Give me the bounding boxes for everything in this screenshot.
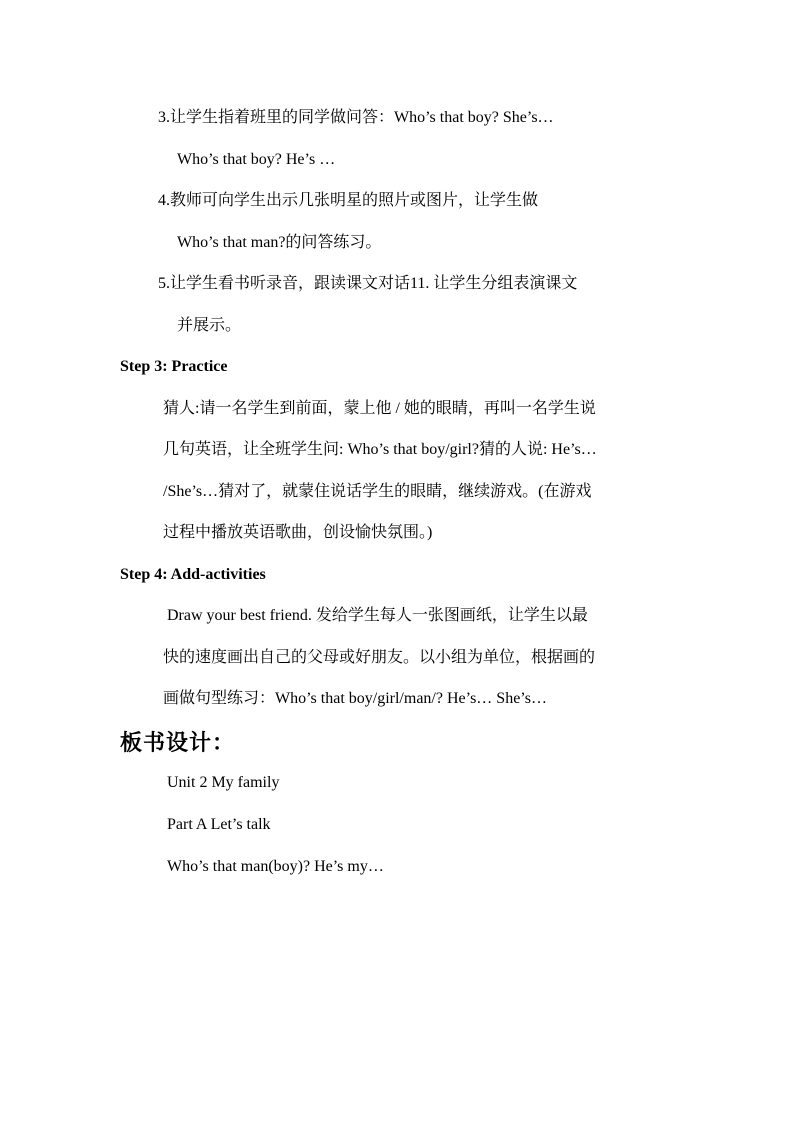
step4-line-2: 快的速度画出自己的父母或好朋友。以小组为单位，根据画的 bbox=[163, 649, 596, 666]
step2-item-4-line2: Who’s that man?的问答练习。 bbox=[177, 234, 382, 251]
board-design-heading: 板书设计： bbox=[120, 730, 236, 755]
step4-line-1: Draw your best friend. 发给学生每人一张图画纸，让学生以最 bbox=[167, 607, 588, 624]
step3-heading: Step 3: Practice bbox=[120, 358, 228, 375]
step3-line-4: 过程中播放英语歌曲，创设愉快氛围。) bbox=[163, 524, 433, 541]
step2-item-5-line2: 并展示。 bbox=[177, 317, 242, 334]
board-line-unit: Unit 2 My family bbox=[167, 774, 280, 791]
step2-item-3-answer: Who’s that boy? He’s … bbox=[177, 151, 336, 168]
step3-line-2: 几句英语，让全班学生问: Who’s that boy/girl?猜的人说: He’s… bbox=[163, 441, 597, 458]
step4-line-3: 画做句型练习：Who’s that boy/girl/man/? He’s… She’s… bbox=[163, 690, 547, 707]
step2-item-3-question: 3.让学生指着班里的同学做问答：Who’s that boy? She’s… bbox=[158, 109, 554, 126]
step3-line-1: 猜人:请一名学生到前面，蒙上他 / 她的眼睛，再叫一名学生说 bbox=[163, 400, 596, 417]
step2-item-5-line1: 5.让学生看书听录音，跟读课文对话11. 让学生分组表演课文 bbox=[158, 275, 578, 292]
step3-line-3: /She’s…猜对了，就蒙住说话学生的眼睛，继续游戏。(在游戏 bbox=[163, 483, 592, 500]
board-line-question: Who’s that man(boy)? He’s my… bbox=[167, 858, 384, 875]
step2-item-4-line1: 4.教师可向学生出示几张明星的照片或图片，让学生做 bbox=[158, 192, 539, 209]
step4-heading: Step 4: Add-activities bbox=[120, 566, 266, 583]
board-line-part: Part A Let’s talk bbox=[167, 816, 271, 833]
